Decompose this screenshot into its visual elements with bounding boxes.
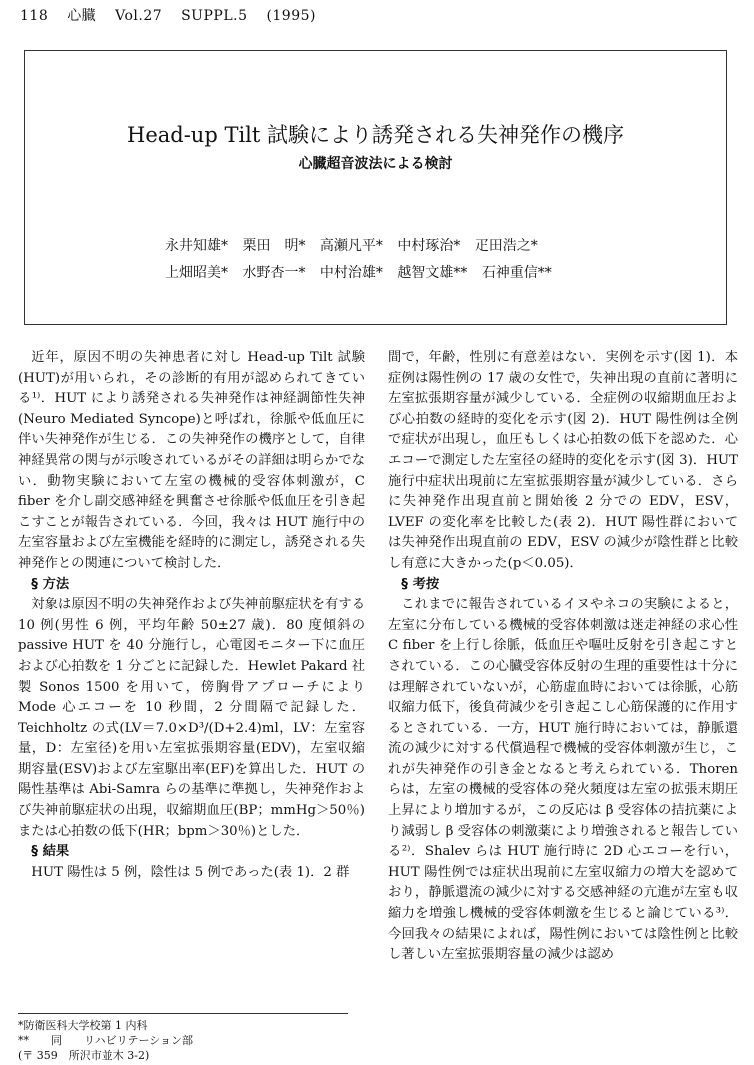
author-name: 水野杏一*	[242, 265, 306, 281]
author-name: 中村琢治*	[397, 238, 461, 254]
author-name: 中村治雄*	[319, 265, 383, 281]
author-list	[165, 233, 615, 287]
right-column	[388, 348, 738, 966]
footnote-line: (〒 359 所沢市並木 3-2)	[18, 1049, 150, 1062]
running-header	[20, 5, 330, 25]
author-name: 石神重信**	[481, 265, 552, 281]
methods-paragraph: 対象は原因不明の失神発作および失神前駆症状を有する 10 例(男性 6 例，平均年齢 50±27 歳)．80 度傾斜の passive HUT を 40 分施行し，心電図モニター下に血圧および心拍数を 1 分ごとに記録した．Hewlet Pakard 社製 Sonos 1500 を用いて，傍胸骨アプローチにより Mode 心エコーを 10 秒間，2 分間隔で記録した．Teichholtz の式(LV＝7.0×D³/(D+2.4)ml，LV：左室容量，D：左室径)を用い左室拡張期容量(EDV)，左室収縮期容量(ESV)および左室駆出率(EF)を算出した．HUT の陽性基準は Abi-Samra らの基準に準拠し，失神発作および失神前駆症状の出現，収縮期血圧(BP；mmHg＞50％)または心拍数の低下(HR；bpm＞30％)とした．	[18, 597, 365, 839]
footnote-line: ** 同 リハビリテーション部	[18, 1034, 194, 1047]
discussion-heading: § 考按	[401, 576, 440, 592]
left-column	[18, 348, 365, 883]
journal-name: 心臓	[67, 8, 97, 24]
author-row	[165, 233, 615, 260]
discussion-paragraph: これまでに報告されているイヌやネコの実験によると，左室に分布している機械的受容体刺激は迷走神経の求心性 C fiber を上行し徐脈，低血圧や嘔吐反射を引き起こすとされている．この心臓受容体反射の生理的重要性は十分には理解されていないが，心筋虚血時においては徐脈，心筋収縮力低下，後負荷減少を引き起こし心筋保護的に作用するとされている．一方，HUT 施行時においては，静脈還流の減少に対する代償過程で機械的受容体刺激が生じ，これが失神発作の引き金となると考えられている．Thoren らは，左室の機械的受容体の発火頻度は左室の拡張末期圧上昇により増加するが，この反応は β 受容体の拮抗薬により減弱し β 受容体の刺激薬により増強されると報告している²⁾．Shalev らは HUT 施行時に 2D 心エコーを行い，HUT 陽性例では症状出現前に左室収縮力の増大を認めており，静脈還流の減少に対する交感神経の亢進が左室も収縮力を増強し機械的受容体刺激を生じると論じている³⁾．今回我々の結果によれば，陽性例においては陰性例と比較し著しい左室拡張期容量の減少は認め	[388, 597, 738, 963]
title-box	[24, 50, 727, 325]
author-name: 栗田 明*	[242, 238, 306, 254]
journal-supplement: SUPPL.5	[181, 8, 248, 24]
author-name: 上畑昭美*	[165, 265, 228, 281]
journal-year: (1995)	[266, 8, 316, 24]
author-name: 永井知雄*	[165, 238, 228, 254]
journal-volume: Vol.27	[115, 8, 163, 24]
affiliation-footnote	[18, 1013, 348, 1063]
results-paragraph: HUT 陽性は 5 例，陰性は 5 例であった(表 1)．2 群	[31, 864, 350, 880]
methods-heading: § 方法	[31, 576, 70, 592]
article-subtitle: 心臓超音波法による検討	[298, 156, 453, 172]
footnote-line: *防衛医科大学校第 1 内科	[18, 1019, 148, 1032]
article-title: Head-up Tilt 試験により誘発される失神発作の機序	[127, 123, 624, 147]
author-row	[165, 260, 615, 287]
results-continued-paragraph: 間で，年齢，性別に有意差はない．実例を示す(図 1)．本症例は陽性例の 17 歳の女性で，失神出現の直前に著明に左室拡張期容量が減少している．全症例の収縮期血圧および心拍数の経時的変化を示す(図 2)．HUT 陽性例は全例で症状が出現し，血圧もしくは心拍数の低下を認めた．心エコーで測定した左室径の経時的変化を示す(図 3)．HUT 施行中症状出現前に左室拡張期容量が減少している．さらに失神発作出現直前と開始後 2 分での EDV，ESV，LVEF の変化率を比較した(表 2)．HUT 陽性群においては失神発作出現直前の EDV，ESV の減少が陰性群と比較し有意に大きかった(p＜0.05)．	[388, 350, 738, 571]
author-name: 越智文雄**	[397, 265, 468, 281]
intro-paragraph: 近年，原因不明の失神患者に対し Head-up Tilt 試験(HUT)が用いられ，その診断的有用が認められてきている¹⁾．HUT により誘発される失神発作は神経調節性失神(Neuro Mediated Syncope)と呼ばれ，徐脈や低血圧に伴い失神発作が生じる．この失神発作の機序として，自律神経異常の関与が示唆されているがその詳細は明らかでない．動物実験において左室の機械的受容体刺激が，C fiber を介し副交感神経を興奮させ徐脈や低血圧を引き起こすことが報告されている．今回，我々は HUT 施行中の左室容量および左室機能を経時的に測定し，誘発される失神発作との関連について検討した．	[18, 350, 365, 571]
author-name: 疋田浩之*	[474, 238, 538, 254]
page-number: 118	[20, 8, 49, 24]
results-heading: § 結果	[31, 844, 70, 860]
author-name: 高瀬凡平*	[319, 238, 383, 254]
